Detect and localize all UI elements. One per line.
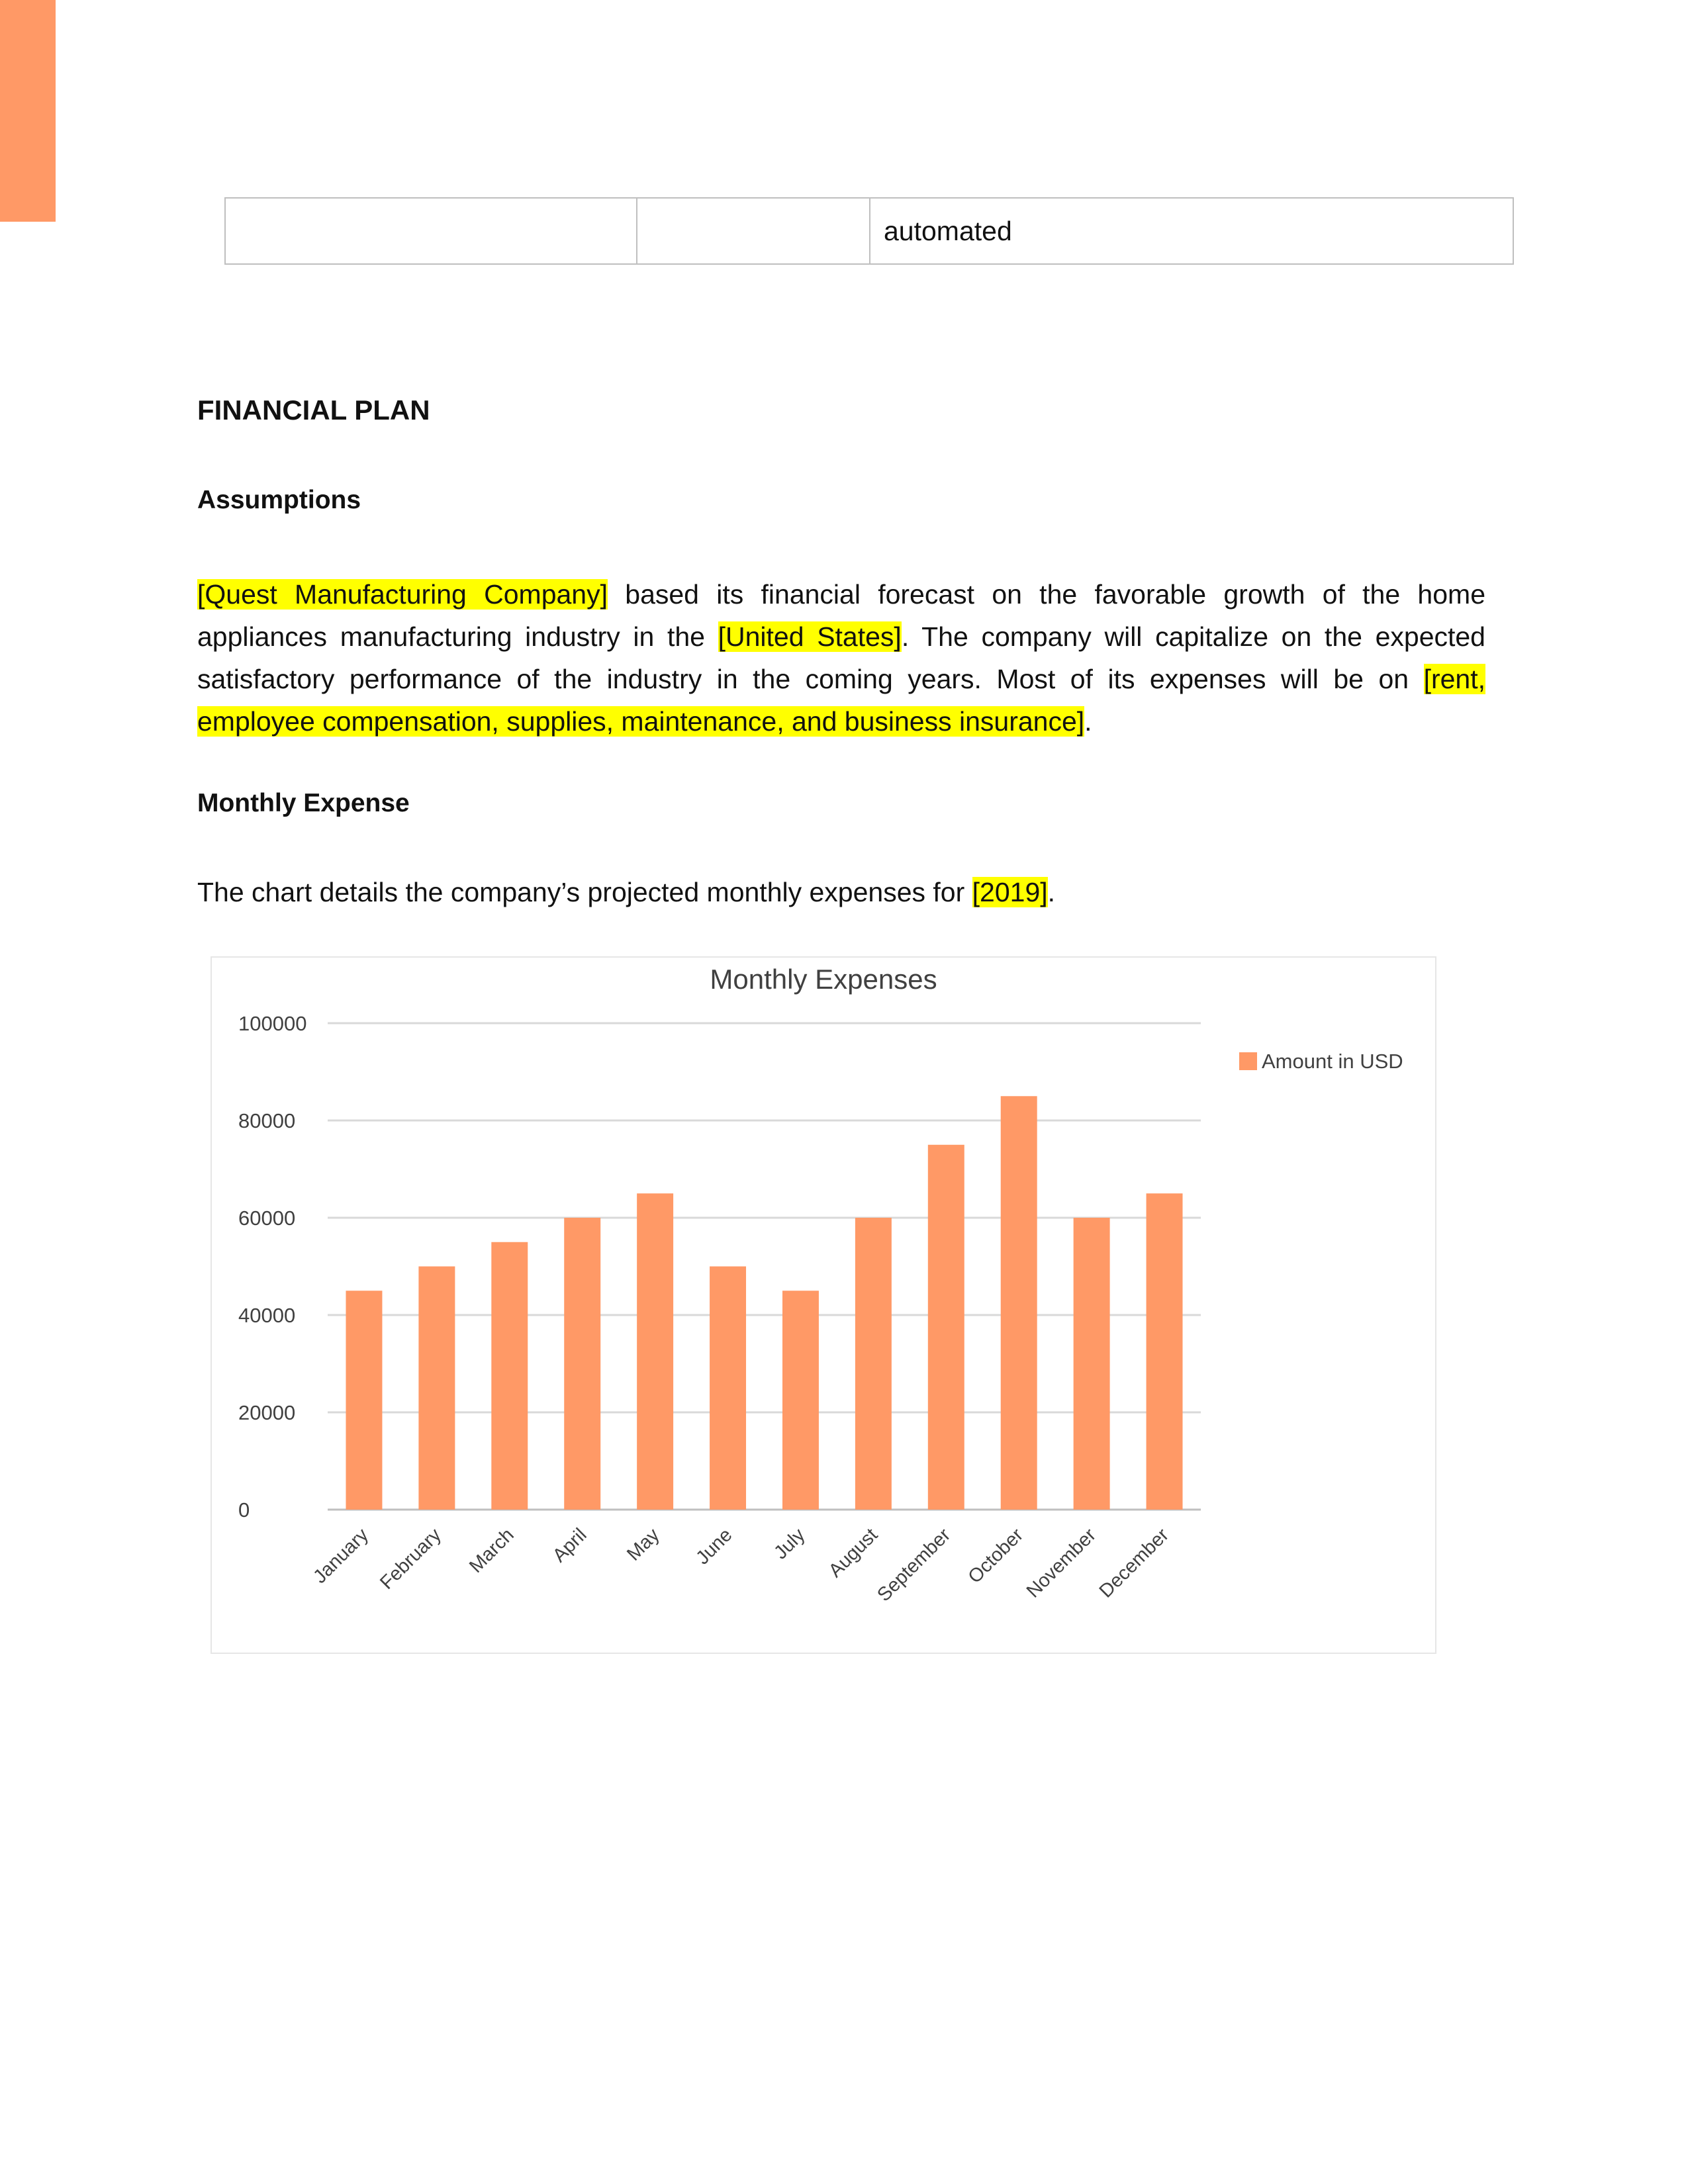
table-cell xyxy=(637,198,870,264)
bar-december xyxy=(1147,1193,1183,1510)
x-tick-label: August xyxy=(824,1524,882,1582)
assumptions-heading: Assumptions xyxy=(197,486,361,514)
x-tick-label: February xyxy=(376,1524,445,1594)
table-cell: automated xyxy=(870,198,1513,264)
bar-may xyxy=(637,1193,673,1510)
monthly-expense-heading: Monthly Expense xyxy=(197,789,410,817)
legend-swatch xyxy=(1239,1052,1257,1070)
page-accent-bar xyxy=(0,0,56,222)
chart-bars xyxy=(346,1096,1182,1510)
y-tick-label: 60000 xyxy=(238,1206,296,1230)
table-row xyxy=(225,198,1513,264)
bar-september xyxy=(928,1145,964,1510)
bar-february xyxy=(418,1267,455,1510)
bar-november xyxy=(1074,1218,1110,1510)
bar-august xyxy=(855,1218,892,1510)
table-cell xyxy=(225,198,637,264)
paragraph-text: . The company will capitalize on the expected satisfactory performance of the industry in the coming years. Most of its expenses will be on xyxy=(197,621,1485,694)
bar-july xyxy=(782,1291,819,1510)
x-tick-label: October xyxy=(964,1524,1028,1588)
y-tick-label: 0 xyxy=(238,1498,250,1522)
y-tick-label: 100000 xyxy=(238,1012,307,1035)
y-tick-label: 40000 xyxy=(238,1304,296,1327)
legend-label: Amount in USD xyxy=(1262,1050,1403,1073)
x-tick-label: March xyxy=(465,1524,518,1577)
placeholder-company: [Quest Manufacturing Company] xyxy=(197,579,608,610)
bar-january xyxy=(346,1291,382,1510)
x-tick-label: July xyxy=(770,1524,810,1564)
x-tick-label: June xyxy=(692,1524,737,1569)
paragraph-text: based its financial forecast on the favorable growth of the home appliances manufacturing industry in the xyxy=(197,579,1485,652)
paragraph-text: The chart details the company’s projected monthly expenses for xyxy=(197,877,972,907)
bar-april xyxy=(564,1218,600,1510)
placeholder-expenses: [rent, employee compensation, supplies, maintenance, and business insurance] xyxy=(197,664,1485,737)
y-tick-label: 20000 xyxy=(238,1401,296,1424)
x-tick-label: January xyxy=(309,1524,373,1588)
x-tick-label: September xyxy=(873,1524,955,1606)
x-tick-label: April xyxy=(549,1524,591,1567)
bar-october xyxy=(1001,1096,1037,1510)
chart-svg xyxy=(212,958,1435,1653)
bar-march xyxy=(491,1242,528,1510)
chart-gridlines xyxy=(328,1023,1201,1510)
y-axis-ticks xyxy=(238,1012,306,1522)
feature-table xyxy=(224,197,1514,265)
x-axis-ticks xyxy=(309,1524,1173,1606)
chart-title: Monthly Expenses xyxy=(710,964,937,995)
monthly-expenses-chart xyxy=(211,956,1436,1654)
placeholder-country: [United States] xyxy=(718,621,902,652)
placeholder-year: [2019] xyxy=(972,877,1048,907)
paragraph-text: . xyxy=(1084,706,1092,737)
bar-june xyxy=(710,1267,746,1510)
paragraph-text: . xyxy=(1047,877,1056,907)
section-heading: FINANCIAL PLAN xyxy=(197,394,430,426)
x-tick-label: November xyxy=(1022,1524,1101,1602)
x-tick-label: May xyxy=(623,1524,664,1565)
monthly-expense-paragraph xyxy=(197,871,1485,913)
y-tick-label: 80000 xyxy=(238,1109,296,1132)
x-tick-label: December xyxy=(1095,1524,1173,1602)
assumptions-paragraph xyxy=(197,573,1485,743)
chart-legend xyxy=(1239,1050,1403,1073)
